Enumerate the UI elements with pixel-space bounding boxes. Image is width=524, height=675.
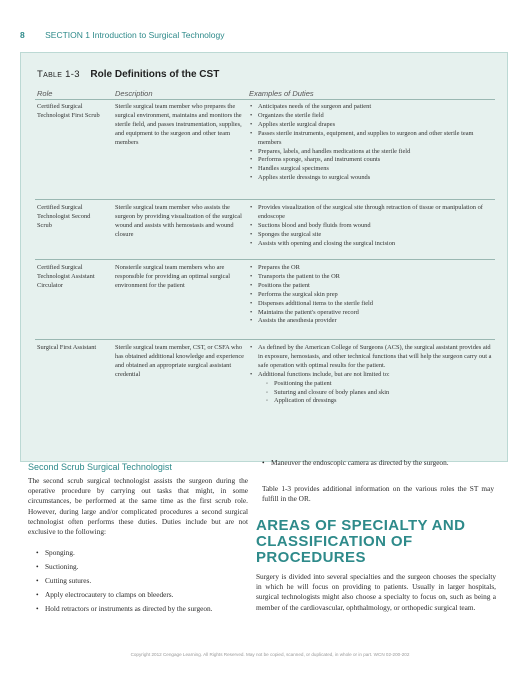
list-item: • Cutting sutures. [36,576,248,586]
duty-item: • Performs the surgical skin prep [249,291,497,300]
table-row-role: Certified Surgical Technologist First Scrub [37,103,100,119]
section-title: SECTION 1 Introduction to Surgical Technology [45,30,225,40]
table-row-description: Sterile surgical team member, CST, or CSFA who has obtained additional knowledge and experience and obtained an appropriate surgical assistant credential [115,344,245,378]
table-row-duties [249,204,497,249]
table-box [20,52,508,462]
left-heading: Second Scrub Surgical Technologist [28,462,172,472]
table-row-role: Certified Surgical Technologist Assistant Circulator [37,264,95,289]
right-paragraph-2: Surgery is divided into several specialties and the surgeon chooses the specialty in which he will focus on providing to patients. Usually in larger hospitals, surgical technologists might also choose a specialty to focus on, such as being a member of the cardiovascular, ophthalmology, or orthopedic surgical team. [256,572,496,612]
duty-item: • Performs sponge, sharps, and instrument counts [249,156,497,165]
row-divider [35,339,495,340]
table-row-duties [249,344,497,406]
left-paragraph: The second scrub surgical technologist assists the surgeon during the operative procedure by carrying out tasks that might, in some circumstances, be performed at the same time as the first scrub role. However, during large and/or complicated procedures a second surgical technologist often performs these duties. Duties include but are not exclusive to the following: [28,476,248,537]
row-divider [35,199,495,200]
duty-item: • Transports the patient to the OR [249,273,497,282]
table-row-role: Surgical First Assistant [37,344,97,351]
list-item: • Apply electrocautery to clamps on bleeders. [36,590,248,600]
right-paragraph-1: Table 1-3 provides additional information on the various roles the ST may fulfill in the OR. [262,484,494,504]
duty-item: • Assists the anesthesia provider [249,317,497,326]
right-duty-list [262,458,494,468]
table-row-description: Sterile surgical team member who prepares the surgical environment, maintains and monitors the sterile field, and passes instrumentation, supplies, and equipment to the surgeon and other team members [115,103,242,146]
duty-item: • Prepares, labels, and handles medications at the sterile field [249,148,497,157]
table-row-duties [249,103,497,183]
duty-item: • Provides visualization of the surgical site through retraction of tissue or manipulation of endoscope [249,204,497,222]
sub-duty-list [266,380,497,407]
table-name: Role Definitions of the CST [90,69,220,80]
list-item: • Sponging. [36,548,248,558]
duty-item: • Applies sterile dressings to surgical wounds [249,174,497,183]
duty-item: • Suctions blood and body fluids from wound [249,222,497,231]
table-row-duties [249,264,497,326]
table-title [37,69,219,80]
duty-item: • Anticipates needs of the surgeon and patient [249,103,497,112]
section-heading: AREAS OF SPECIALTY AND CLASSIFICATION OF PROCEDURES [256,517,466,566]
sub-duty-item: ◦ Positioning the patient [266,380,497,389]
sub-duty-item: ◦ Application of dressings [266,397,497,406]
sub-duty-item: ◦ Suturing and closure of body planes and skin [266,389,497,398]
duty-item-text: Additional functions include, but are not limited to: [258,370,390,378]
duty-item: • Handles surgical specimens [249,165,497,174]
table-row-description: Sterile surgical team member who assists the surgeon by providing visualization of the surgical wound and assists with hemostasis and wound closure [115,204,242,238]
duty-item: • As defined by the American College of Surgeons (ACS), the surgical assistant provides aid in exposure, hemostasis, and other technical functions that will help the surgeon carry out a safe operation with optimal results for the patient. [249,344,497,371]
duty-item: • Prepares the OR [249,264,497,273]
duty-item: • Positions the patient [249,282,497,291]
left-duty-list [36,548,248,618]
duty-item: • Maintains the patient's operative record [249,309,497,318]
duty-item: • Organizes the sterile field [249,112,497,121]
copyright-footer: Copyright 2012 Cengage Learning. All Rights Reserved. May not be copied, scanned, or duplicated, in whole or in part. WCN 02-200-202 [130,652,410,657]
page-number: 8 [20,30,25,40]
running-header [20,30,510,44]
duty-item [249,371,497,407]
table-row-description: Nonsterile surgical team members who are responsible for providing an optimal surgical environment for the patient [115,264,231,289]
table-rule [35,99,495,100]
table-row-role: Certified Surgical Technologist Second Scrub [37,204,91,229]
list-item: • Maneuver the endoscopic camera as directed by the surgeon. [262,458,494,468]
table-label: Table 1-3 [37,69,80,80]
list-item: • Suctioning. [36,562,248,572]
duty-item: • Assists with opening and closing the surgical incision [249,240,497,249]
col-header-role: Role [37,89,53,98]
duty-item: • Passes sterile instruments, equipment, and supplies to surgeon and other sterile team members [249,130,497,148]
duty-item: • Sponges the surgical site [249,231,497,240]
list-item: • Hold retractors or instruments as directed by the surgeon. [36,604,248,614]
duty-item: • Dispenses additional items to the sterile field [249,300,497,309]
duty-item: • Applies sterile surgical drapes [249,121,497,130]
row-divider [35,259,495,260]
col-header-description: Description [115,89,153,98]
col-header-duties: Examples of Duties [249,89,314,98]
